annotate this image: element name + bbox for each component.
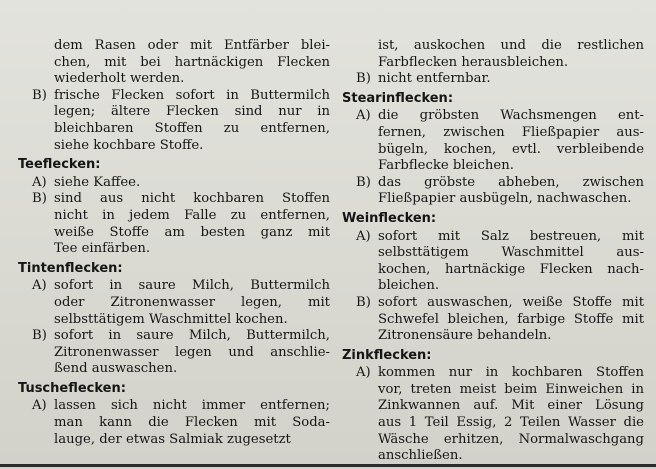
list-item	[18, 191, 330, 257]
text-line: ßend auswaschen.	[54, 361, 178, 377]
text-line: sofort in saure Milch, Buttermilch,	[54, 328, 330, 344]
text-line: das gröbste abheben, zwischen	[378, 174, 644, 190]
text-line: Farbflecken herausbleichen.	[378, 54, 569, 70]
item-marker: B)	[32, 191, 47, 207]
text-line: selbsttätigem Waschmittel kochen.	[54, 311, 288, 327]
text-line: Zitronensäure behandeln.	[378, 328, 552, 344]
item-marker: B)	[356, 71, 371, 87]
text-line: selbsttätigem Waschmittel aus-	[378, 245, 644, 261]
item-marker: B)	[356, 294, 371, 310]
item-marker: B)	[356, 174, 371, 190]
text-line: nicht entfernbar.	[378, 71, 491, 87]
text-line: lassen sich nicht immer entfernen;	[54, 398, 330, 414]
item-marker: B)	[32, 87, 47, 103]
text-line: man kann die Flecken mit Soda-	[54, 415, 330, 431]
text-line: vor, treten meist beim Einweichen in	[378, 381, 644, 397]
right-column	[342, 38, 644, 465]
item-marker: A)	[32, 278, 47, 294]
text-line: die gröbsten Wachsmengen ent-	[378, 108, 644, 124]
item-marker: A)	[356, 365, 371, 381]
list-item	[342, 71, 644, 88]
text-line: sofort auswaschen, weiße Stoffe mit	[378, 294, 644, 310]
list-item	[18, 175, 330, 192]
text-line: nicht in jedem Falle zu entfernen,	[54, 207, 330, 223]
list-item	[342, 365, 644, 465]
text-line: kommen nur in kochbaren Stoffen	[378, 365, 644, 381]
text-line: ist, auskochen und die restlichen	[378, 38, 644, 53]
text-line: Schwefel bleichen, farbige Stoffe mit	[378, 311, 644, 327]
section-heading: Tintenflecken:	[18, 260, 123, 276]
text-line: bleichbaren Stoffen zu entfernen,	[54, 120, 330, 136]
text-line: sofort in saure Milch, Buttermilch	[54, 278, 330, 294]
text-line: siehe kochbare Stoffe.	[54, 137, 204, 153]
list-item	[342, 295, 644, 345]
text-line: Tee einfärben.	[54, 241, 151, 257]
text-line: bleichen.	[378, 278, 440, 294]
text-line: Zitronenwasser legen und anschlie-	[54, 344, 330, 360]
list-item	[18, 278, 330, 328]
list-item	[342, 108, 644, 174]
text-line: Farbflecke bleichen.	[378, 158, 514, 174]
text-line: sind aus nicht kochbaren Stoffen	[54, 191, 330, 207]
bottom-rule	[0, 464, 656, 467]
list-item	[342, 229, 644, 295]
list-item	[18, 88, 330, 154]
text-line: bügeln, kochen, evtl. verbleibende	[378, 141, 644, 157]
text-line: aus 1 Teil Essig, 2 Teilen Wasser die	[378, 415, 644, 431]
section-heading: Tuscheflecken:	[18, 380, 126, 396]
text-line: dem Rasen oder mit Entfärber blei-	[54, 38, 330, 53]
item-marker: A)	[32, 174, 47, 190]
text-line: fernen, zwischen Fließpapier aus-	[378, 124, 644, 140]
text-line: Fließpapier ausbügeln, nachwaschen.	[378, 191, 632, 207]
item-marker: B)	[32, 328, 47, 344]
text-line: lauge, der etwas Salmiak zugesetzt	[54, 431, 291, 447]
text-line: Zinkwannen auf. Mit einer Lösung	[378, 398, 644, 414]
section-heading: Teeflecken:	[18, 157, 101, 173]
continued-text	[342, 38, 644, 71]
text-line: legen; ältere Flecken sind nur in	[54, 104, 330, 120]
item-marker: A)	[356, 228, 371, 244]
list-item	[18, 398, 330, 448]
text-line: kochen, hartnäckige Flecken nach-	[378, 261, 644, 277]
text-line: sofort mit Salz bestreuen, mit	[378, 228, 644, 244]
text-line: weiße Stoffe am besten ganz mit	[54, 224, 330, 240]
text-line: Wäsche erhitzen, Normalwaschgang	[378, 431, 644, 447]
text-line: siehe Kaffee.	[54, 174, 141, 190]
text-line: chen, mit bei hartnäckigen Flecken	[54, 54, 330, 70]
text-line: frische Flecken sofort in Buttermilch	[54, 87, 330, 103]
section-heading: Weinflecken:	[342, 210, 437, 226]
list-item	[18, 328, 330, 378]
text-line: oder Zitronenwasser legen, mit	[54, 294, 330, 310]
left-column	[18, 38, 330, 448]
section-heading: Stearinflecken:	[342, 90, 454, 106]
text-line: wiederholt werden.	[54, 71, 185, 87]
section-heading: Zinkflecken:	[342, 347, 432, 363]
list-item	[342, 175, 644, 208]
item-marker: A)	[32, 398, 47, 414]
continued-text	[18, 38, 330, 88]
text-line: anschließen.	[378, 448, 463, 464]
item-marker: A)	[356, 108, 371, 124]
